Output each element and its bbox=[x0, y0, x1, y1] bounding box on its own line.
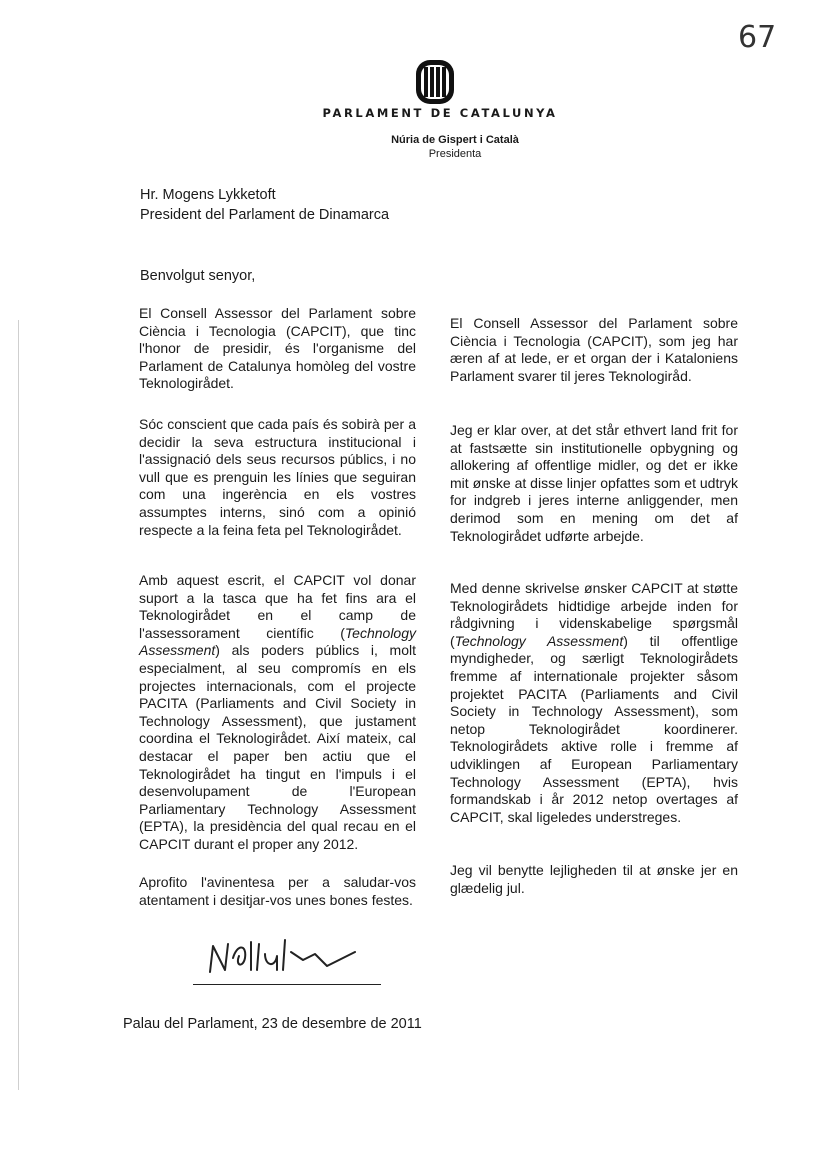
catalan-paragraph-4: Aprofito l'avinentesa per a saludar-vos atentament i desitjar-vos unes bones festes. bbox=[139, 874, 416, 908]
closing-place-date: Palau del Parlament, 23 de desembre de 2011 bbox=[123, 1016, 422, 1032]
institution-name: PARLAMENT DE CATALUNYA bbox=[322, 106, 558, 120]
handwritten-page-number: 67 bbox=[738, 20, 777, 55]
catalan-paragraph-2: Sóc conscient que cada país és sobirà per a decidir la seva estructura institucional i l'assignació dels seus recursos públics, i no vull que es prenguin les línies que seguiran com una ingerència en els vostres assumptes interns, sinó com a opinió respecte a la feina feta pel Teknologirådet. bbox=[139, 416, 416, 538]
addressee-title: President del Parlament de Dinamarca bbox=[140, 207, 390, 223]
president-name: Núria de Gispert i Català bbox=[391, 134, 519, 146]
danish-paragraph-4: Jeg vil benytte lejligheden til at ønske jer en glædelig jul. bbox=[450, 862, 738, 896]
danish-paragraph-2: Jeg er klar over, at det står ethvert land frit for at fastsætte sin institutionelle opbygning og allokering af offentlige midler, og det er ikke mit ønske at disse linjer opfattes som et udtryk for indgreb i jeres interne anliggender, men derimod som en mening om det af Teknologirådet udførte arbejde. bbox=[450, 422, 738, 544]
danish-paragraph-3: Med denne skrivelse ønsker CAPCIT at støtte Teknologirådets hidtidige arbejde inden for rådgivning i videnskabelige spørgsmål (Technology Assessment) til offentlige myndigheder, og særligt Teknologirådets fremme af internationale projekter såsom projektet PACITA (Parliaments and Civil Society in Technology Assessment), som netop Teknologirådet koordinerer. Teknologirådets aktive rolle i fremme af udviklingen af European Parliamentary Technology Assessment (EPTA), hvis formandskab i år 2012 netop overtages af CAPCIT, skal ligeledes understreges. bbox=[450, 580, 738, 825]
parliament-emblem-icon bbox=[415, 58, 455, 106]
catalan-paragraph-1: El Consell Assessor del Parlament sobre Ciència i Tecnologia (CAPCIT), que tinc l'honor de presidir, és l'organisme del Parlament de Catalunya homòleg del vostre Teknologirådet. bbox=[139, 305, 416, 392]
addressee-block bbox=[140, 185, 540, 225]
scan-margin-line bbox=[18, 320, 19, 1090]
president-role: Presidenta bbox=[428, 148, 482, 160]
addressee-name: Hr. Mogens Lykketoft bbox=[140, 187, 276, 203]
salutation: Benvolgut senyor, bbox=[140, 268, 256, 284]
danish-paragraph-1: El Consell Assessor del Parlament sobre Ciència i Tecnologia (CAPCIT), som jeg har æren af at lede, er et organ der i Kataloniens Parlament svarer til jeres Teknologiråd. bbox=[450, 315, 738, 384]
signature-line bbox=[193, 984, 381, 985]
handwritten-signature bbox=[205, 930, 380, 980]
catalan-paragraph-3: Amb aquest escrit, el CAPCIT vol donar suport a la tasca que ha fet fins ara el Teknologirådet en el camp de l'assessorament científic (Technology Assessment) als poders públics i, molt especialment, al seu compromís en els projectes internacionals, com el projecte PACITA (Parliaments and Civil Society in Technology Assessment), que justament coordina el Teknologirådet. Així mateix, cal destacar el paper ben actiu que el Teknologirådet ha tingut en l'impuls i el desenvolupament de l'European Parliamentary Technology Assessment (EPTA), la presidència del qual recau en el CAPCIT durant el proper any 2012. bbox=[139, 572, 416, 852]
